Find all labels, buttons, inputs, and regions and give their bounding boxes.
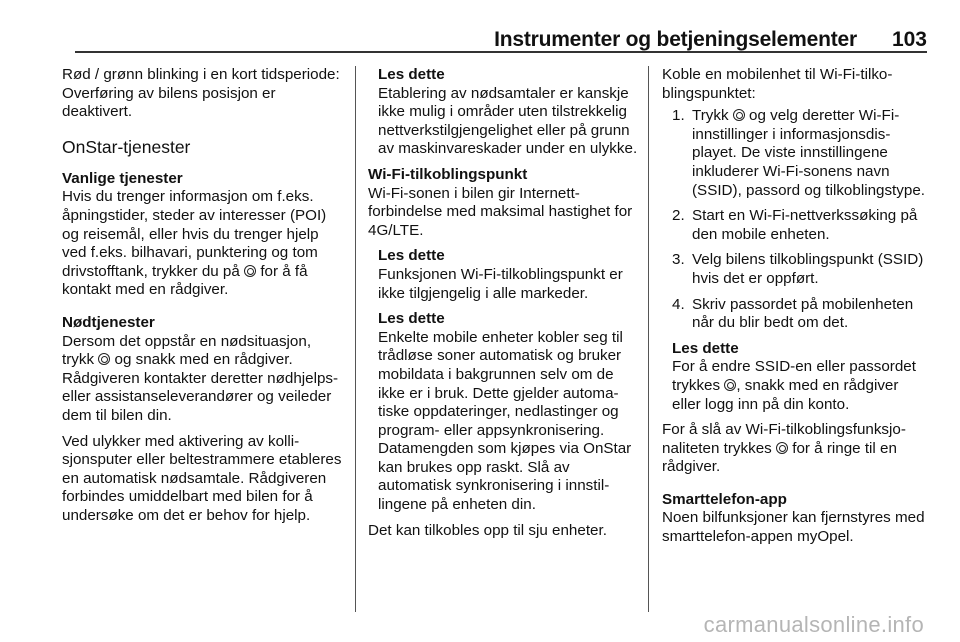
onstar-icon [776, 442, 788, 454]
disable-text: For å slå av Wi-Fi-tilkoblingsfunksjonaliteten trykkes for å ringe til en rådgiver. [662, 421, 906, 476]
common-services-text: Hvis du trenger informasjon om f.eks. åpningstider, steder av interesser (POI) og reisemål, eller hvis du trenger hjelp ved f.eks. bilhavari, punktering og tom drivstofftank, trykker du på for å få kontakt med en rådgiver. [62, 188, 327, 299]
note-3-text: Enkelte mobile enheter kobler seg til trådløse soner automatisk og bruker mobildata i bakgrunnen selv om de ikke er i bruk. Dette gjelder automatiske oppdateringer, nedlastinger og program- eller appsynkronisering. Datamengden som kjøpes via OnStar kan brukes opp raskt. Slå av automatisk synkronisering i innstillingene på enheten din. [378, 328, 632, 514]
step-item: 3. Velg bilens tilkoblingspunkt (SSID) hvis det er oppført. [672, 251, 924, 287]
note-4-text: For å endre SSID-en eller passordet trykkes , snakk med en rådgiver eller logg inn på din konto. [672, 358, 916, 413]
note-1 [378, 66, 638, 159]
devices-text: Det kan tilkobles opp til sju enheter. [368, 521, 607, 539]
note-3-title: Les dette [378, 310, 445, 328]
steps-list [662, 107, 930, 333]
column-divider-1 [355, 66, 356, 612]
header-title: Instrumenter og betjeningselementer [494, 28, 857, 51]
column-2 [368, 66, 638, 547]
section-title: OnStar-tjenester [62, 136, 191, 157]
connect-intro: Koble en mobilenhet til Wi-Fi-tilkoblingspunktet: [662, 66, 893, 102]
smartphone-title: Smarttelefon-app [662, 490, 787, 508]
onstar-icon [724, 379, 736, 391]
watermark: carmanualsonline.info [703, 612, 924, 637]
note-1-text: Etablering av nødsamtaler er kanskje ikke mulig i områder uten tilstrekkelig nettverkstilgjengelighet eller på grunn av maskinvareskader under en ulykke. [378, 84, 638, 158]
column-1 [62, 66, 344, 532]
smartphone-text: Noen bilfunksjoner kan fjernstyres med smarttelefon-appen myOpel. [662, 509, 925, 546]
emergency-text: Dersom det oppstår en nødsituasjon, trykk og snakk med en rådgiver. Rådgiveren kontakter deretter nødhjelps- eller assistanseleverandører og veileder dem til bilen din. [62, 332, 339, 424]
collision-text: Ved ulykker med aktivering av kollisjonsputer eller beltestrammere etableres en automatisk nødsamtale. Rådgiveren forbindes umiddelbart med bilen for å undersøke om det er behov for hjelp. [62, 432, 342, 524]
page-number: 103 [891, 28, 927, 51]
intro-text: Rød / grønn blinking i en kort tidsperiode: Overføring av bilens posisjon er deaktivert. [62, 66, 340, 121]
emergency-title: Nødtjenester [62, 313, 155, 331]
common-services-title: Vanlige tjenester [62, 169, 183, 187]
page-header [75, 28, 927, 52]
sos-icon [98, 353, 110, 365]
wifi-title: Wi-Fi-tilkoblingspunkt [368, 165, 528, 183]
header-rule [75, 51, 927, 53]
note-4 [672, 340, 930, 414]
step-item: 1. Trykk og velg deretter Wi-Fi-innstillinger i informasjonsdisplayet. De viste innstillingene inkluderer Wi-Fi-sonens navn (SSID), passord og tilkoblingstype. [672, 107, 925, 199]
note-2-title: Les dette [378, 247, 445, 265]
wifi-hotspot-icon [733, 109, 745, 121]
note-4-title: Les dette [672, 339, 739, 357]
note-2-text: Funksjonen Wi-Fi-tilkoblingspunkt er ikke tilgjengelig i alle markeder. [378, 265, 623, 302]
wifi-text: Wi-Fi-sonen i bilen gir Internett-forbindelse med maksimal hastighet for 4G/LTE. [368, 184, 633, 239]
note-3 [378, 310, 638, 515]
note-1-title: Les dette [378, 66, 445, 83]
column-divider-2 [648, 66, 649, 612]
column-3 [662, 66, 930, 554]
step-item: 2. Start en Wi-Fi-nettverkssøking på den mobile enheten. [672, 207, 918, 243]
onstar-icon [244, 265, 256, 277]
step-item: 4. Skriv passordet på mobilenheten når du blir bedt om det. [672, 295, 914, 332]
note-2 [378, 247, 638, 303]
